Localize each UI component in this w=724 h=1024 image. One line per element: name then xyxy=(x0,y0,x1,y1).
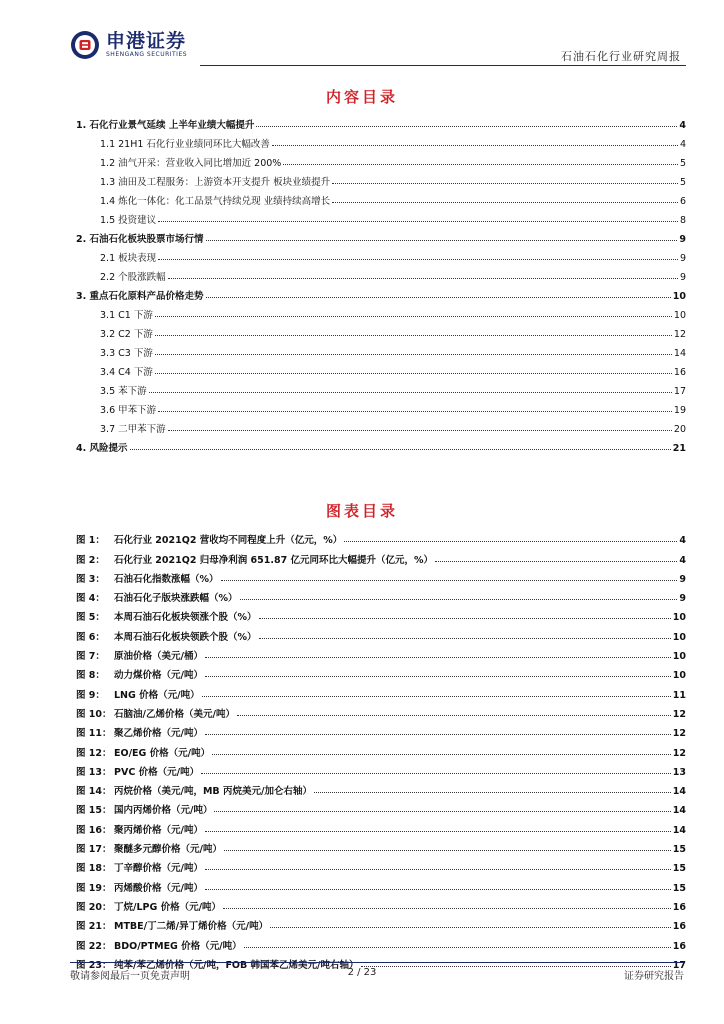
figure-number: 图 21： xyxy=(76,921,112,933)
figure-entry[interactable] xyxy=(76,759,686,778)
toc-entry[interactable] xyxy=(76,150,686,169)
dot-leader xyxy=(214,811,670,812)
figure-entry[interactable] xyxy=(76,913,686,932)
figure-entry[interactable] xyxy=(76,797,686,816)
dot-leader xyxy=(244,947,671,948)
figure-entry[interactable] xyxy=(76,566,686,585)
header-divider xyxy=(200,65,686,66)
figure-caption: 纯苯/苯乙烯价格（元/吨，FOB 韩国苯乙烯美元/吨右轴） xyxy=(114,959,359,971)
toc-entry-label: 3.2 C2 下游 xyxy=(100,329,153,340)
figure-page: 10 xyxy=(672,670,686,682)
toc-entry-page: 9 xyxy=(679,253,686,264)
figure-entry[interactable] xyxy=(76,894,686,913)
figure-number: 图 8： xyxy=(76,670,105,682)
figure-entry[interactable] xyxy=(76,836,686,855)
figure-caption: 聚醚多元醇价格（元/吨） xyxy=(114,844,222,856)
figure-page: 4 xyxy=(679,535,686,547)
dot-leader xyxy=(205,889,671,890)
figure-page: 14 xyxy=(672,805,686,817)
toc-entry[interactable] xyxy=(76,435,686,454)
dot-leader xyxy=(237,715,671,716)
figure-entry[interactable] xyxy=(76,932,686,951)
toc-entry-label: 3.4 C4 下游 xyxy=(100,367,153,378)
brand-name-cn: 申港证券 xyxy=(106,30,187,52)
report-type-label: 石油石化行业研究周报 xyxy=(561,50,681,63)
toc-entry-label: 3.6 甲苯下游 xyxy=(100,405,157,416)
figure-number: 图 4： xyxy=(76,593,105,605)
dot-leader xyxy=(332,183,678,184)
dot-leader xyxy=(158,259,678,260)
figure-entry[interactable] xyxy=(76,662,686,681)
figure-page: 16 xyxy=(672,940,686,952)
toc-entry-page: 16 xyxy=(673,367,686,378)
figure-number: 图 20： xyxy=(76,901,112,913)
toc-entry-label: 1.2 油气开采：营业收入同比增加近 200% xyxy=(100,158,282,169)
shengang-logo-icon xyxy=(70,30,100,60)
toc-entry-page: 10 xyxy=(673,310,686,321)
figure-page: 10 xyxy=(672,651,686,663)
toc-list xyxy=(76,112,686,454)
dot-leader xyxy=(221,580,678,581)
footer-disclaimer: 敬请参阅最后一页免责声明 xyxy=(70,971,190,982)
dot-leader xyxy=(168,430,672,431)
figure-caption: PVC 价格（元/吨） xyxy=(114,766,200,778)
figure-number: 图 18： xyxy=(76,863,112,875)
figure-caption: LNG 价格（元/吨） xyxy=(114,689,200,701)
dot-leader xyxy=(224,850,671,851)
toc-entry-label: 1. 石化行业景气延续 上半年业绩大幅提升 xyxy=(76,120,255,131)
toc-entry-label: 2.2 个股涨跌幅 xyxy=(100,272,166,283)
figure-page: 12 xyxy=(672,747,686,759)
dot-leader xyxy=(272,145,678,146)
figure-entry[interactable] xyxy=(76,739,686,758)
figure-number: 图 7： xyxy=(76,651,105,663)
figure-entry[interactable] xyxy=(76,681,686,700)
figure-number: 图 14： xyxy=(76,786,112,798)
dot-leader xyxy=(223,908,671,909)
toc-entry-page: 12 xyxy=(673,329,686,340)
figure-page: 11 xyxy=(672,689,686,701)
dot-leader xyxy=(155,373,672,374)
toc-entry-page: 8 xyxy=(679,215,686,226)
figure-page: 4 xyxy=(679,554,686,566)
brand-name-en: SHENGANG SECURITIES xyxy=(106,51,188,58)
toc-entry-page: 6 xyxy=(679,196,686,207)
toc-title: 内容目录 xyxy=(325,88,398,106)
toc-entry-page: 4 xyxy=(679,120,686,131)
toc-entry[interactable] xyxy=(76,340,686,359)
toc-entry-label: 2.1 板块表现 xyxy=(100,253,157,264)
figure-caption: 丙烷价格（美元/吨，MB 丙烷美元/加仑右轴） xyxy=(114,786,312,798)
figure-caption: 石化行业 2021Q2 归母净利润 651.87 亿元同环比大幅提升（亿元，%） xyxy=(114,554,434,566)
figure-page: 14 xyxy=(672,786,686,798)
figure-caption: 丁辛醇价格（元/吨） xyxy=(114,863,203,875)
toc-entry[interactable] xyxy=(76,378,686,397)
figure-page: 15 xyxy=(672,863,686,875)
toc-entry[interactable] xyxy=(76,207,686,226)
dot-leader xyxy=(212,754,671,755)
toc-entry-label: 3.1 C1 下游 xyxy=(100,310,153,321)
figure-caption: 聚乙烯价格（元/吨） xyxy=(114,728,203,740)
toc-entry-page: 9 xyxy=(679,234,686,245)
dot-leader xyxy=(240,599,678,600)
figure-number: 图 19： xyxy=(76,882,112,894)
toc-entry-label: 1.5 投资建议 xyxy=(100,215,157,226)
toc-entry-label: 2. 石油石化板块股票市场行情 xyxy=(76,234,204,245)
figure-number: 图 12： xyxy=(76,747,112,759)
figure-list-title: 图表目录 xyxy=(325,502,398,520)
figure-page: 10 xyxy=(672,631,686,643)
figure-entry[interactable] xyxy=(76,855,686,874)
figure-number: 图 3： xyxy=(76,573,105,585)
dot-leader xyxy=(205,676,671,677)
figure-list xyxy=(76,527,686,971)
dot-leader xyxy=(259,618,671,619)
dot-leader xyxy=(155,316,672,317)
toc-entry[interactable] xyxy=(76,321,686,340)
figure-entry[interactable] xyxy=(76,623,686,642)
figure-entry[interactable] xyxy=(76,778,686,797)
figure-entry[interactable] xyxy=(76,701,686,720)
figure-page: 16 xyxy=(672,901,686,913)
toc-entry-label: 4. 风险提示 xyxy=(76,443,128,454)
dot-leader xyxy=(158,221,678,222)
dot-leader xyxy=(314,792,671,793)
dot-leader xyxy=(130,449,671,450)
brand-logo xyxy=(70,30,187,60)
figure-caption: 石油石化指数涨幅（%） xyxy=(114,573,219,585)
dot-leader xyxy=(149,392,672,393)
toc-entry-page: 5 xyxy=(679,158,686,169)
toc-entry-label: 3.3 C3 下游 xyxy=(100,348,153,359)
toc-entry[interactable] xyxy=(76,131,686,150)
toc-entry-page: 10 xyxy=(672,291,686,302)
figure-number: 图 6： xyxy=(76,631,105,643)
dot-leader xyxy=(155,354,672,355)
dot-leader xyxy=(344,541,677,542)
figure-caption: MTBE/丁二烯/异丁烯价格（元/吨） xyxy=(114,921,269,933)
dot-leader xyxy=(205,657,671,658)
figure-caption: 聚丙烯价格（元/吨） xyxy=(114,824,203,836)
dot-leader xyxy=(205,734,671,735)
toc-entry-label: 1.4 炼化一体化：化工品景气持续兑现 业绩持续高增长 xyxy=(100,196,331,207)
figure-number: 图 9： xyxy=(76,689,105,701)
toc-entry-page: 20 xyxy=(673,424,686,435)
dot-leader xyxy=(206,240,678,241)
figure-entry[interactable] xyxy=(76,720,686,739)
toc-entry[interactable] xyxy=(76,169,686,188)
figure-caption: 原油价格（美元/桶） xyxy=(114,651,203,663)
page-number: 2 / 23 xyxy=(347,967,377,978)
toc-entry-label: 1.3 油田及工程服务：上游资本开支提升 板块业绩提升 xyxy=(100,177,331,188)
figure-number: 图 10： xyxy=(76,708,112,720)
dot-leader xyxy=(259,638,671,639)
toc-entry-page: 21 xyxy=(672,443,686,454)
dot-leader xyxy=(283,164,678,165)
toc-entry-label: 1.1 21H1 石化行业业绩同环比大幅改善 xyxy=(100,139,270,150)
figure-caption: BDO/PTMEG 价格（元/吨） xyxy=(114,940,242,952)
figure-caption: 本周石油石化板块领跌个股（%） xyxy=(114,631,257,643)
figure-number: 图 17： xyxy=(76,844,112,856)
figure-caption: 丙烯酸价格（元/吨） xyxy=(114,882,203,894)
toc-entry-label: 3. 重点石化原料产品价格走势 xyxy=(76,291,204,302)
dot-leader xyxy=(435,561,677,562)
dot-leader xyxy=(158,411,672,412)
footer-doc-type: 证券研究报告 xyxy=(624,971,684,982)
toc-entry[interactable] xyxy=(76,397,686,416)
dot-leader xyxy=(205,831,671,832)
toc-entry[interactable] xyxy=(76,264,686,283)
figure-number: 图 23： xyxy=(76,959,112,971)
figure-entry[interactable] xyxy=(76,643,686,662)
figure-page: 9 xyxy=(679,573,686,585)
figure-number: 图 22： xyxy=(76,940,112,952)
figure-caption: EO/EG 价格（元/吨） xyxy=(114,747,211,759)
figure-caption: 石油石化子版块涨跌幅（%） xyxy=(114,593,238,605)
figure-number: 图 5： xyxy=(76,612,105,624)
toc-entry[interactable] xyxy=(76,283,686,302)
figure-page: 16 xyxy=(672,921,686,933)
figure-page: 12 xyxy=(672,708,686,720)
figure-number: 图 1： xyxy=(76,535,105,547)
figure-page: 17 xyxy=(672,959,686,971)
figure-entry[interactable] xyxy=(76,874,686,893)
toc-entry-page: 17 xyxy=(673,386,686,397)
figure-caption: 石脑油/乙烯价格（美元/吨） xyxy=(114,708,235,720)
toc-entry[interactable] xyxy=(76,226,686,245)
toc-entry[interactable] xyxy=(76,302,686,321)
figure-page: 12 xyxy=(672,728,686,740)
figure-entry[interactable] xyxy=(76,604,686,623)
figure-page: 10 xyxy=(672,612,686,624)
figure-number: 图 2： xyxy=(76,554,105,566)
toc-entry[interactable] xyxy=(76,359,686,378)
toc-entry[interactable] xyxy=(76,245,686,264)
dot-leader xyxy=(256,126,677,127)
figure-number: 图 13： xyxy=(76,766,112,778)
figure-caption: 动力煤价格（元/吨） xyxy=(114,670,203,682)
figure-page: 14 xyxy=(672,824,686,836)
figure-entry[interactable] xyxy=(76,546,686,565)
dot-leader xyxy=(168,278,678,279)
figure-entry[interactable] xyxy=(76,527,686,546)
figure-entry[interactable] xyxy=(76,585,686,604)
toc-entry-label: 3.7 二甲苯下游 xyxy=(100,424,166,435)
toc-entry-page: 9 xyxy=(679,272,686,283)
page-header xyxy=(0,0,724,72)
dot-leader xyxy=(332,202,678,203)
figure-caption: 丁烷/LPG 价格（元/吨） xyxy=(114,901,222,913)
dot-leader xyxy=(206,297,671,298)
figure-page: 15 xyxy=(672,844,686,856)
figure-number: 图 16： xyxy=(76,824,112,836)
footer-divider xyxy=(70,962,684,963)
figure-page: 13 xyxy=(672,766,686,778)
toc-entry[interactable] xyxy=(76,188,686,207)
dot-leader xyxy=(201,773,671,774)
figure-number: 图 11： xyxy=(76,728,112,740)
toc-entry-label: 3.5 苯下游 xyxy=(100,386,147,397)
figure-page: 15 xyxy=(672,882,686,894)
dot-leader xyxy=(205,869,671,870)
figure-caption: 石化行业 2021Q2 营收均不同程度上升（亿元，%） xyxy=(114,535,343,547)
dot-leader xyxy=(155,335,672,336)
dot-leader xyxy=(270,927,671,928)
toc-entry-page: 4 xyxy=(679,139,686,150)
figure-caption: 本周石油石化板块领涨个股（%） xyxy=(114,612,257,624)
figure-page: 9 xyxy=(679,593,686,605)
figure-entry[interactable] xyxy=(76,816,686,835)
figure-number: 图 15： xyxy=(76,805,112,817)
figure-caption: 国内丙烯价格（元/吨） xyxy=(114,805,213,817)
toc-entry[interactable] xyxy=(76,112,686,131)
dot-leader xyxy=(202,696,671,697)
toc-entry-page: 19 xyxy=(673,405,686,416)
toc-entry[interactable] xyxy=(76,416,686,435)
toc-entry-page: 5 xyxy=(679,177,686,188)
toc-entry-page: 14 xyxy=(673,348,686,359)
